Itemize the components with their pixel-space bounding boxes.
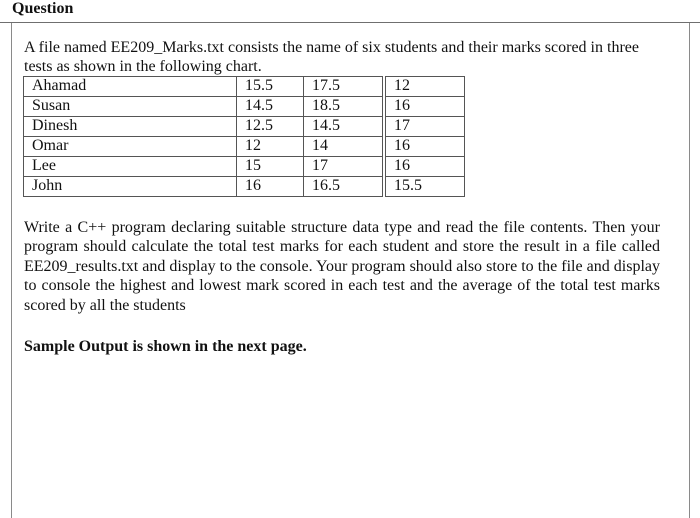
test2-mark-cell: 18.5: [304, 97, 383, 117]
question-header-bar: [0, 0, 700, 23]
sample-output-note: Sample Output is shown in the next page.: [24, 338, 307, 355]
test2-mark-cell: 14: [304, 137, 383, 157]
test2-mark-cell: 16.5: [304, 177, 383, 197]
test1-mark-cell: 15: [237, 157, 304, 177]
test2-mark-cell: 17.5: [304, 77, 383, 97]
table-row: [24, 177, 465, 197]
test3-mark-cell: 16: [386, 97, 465, 117]
test3-mark-cell: 12: [386, 77, 465, 97]
table-row: [24, 77, 465, 97]
intro-paragraph: A file named EE209_Marks.txt consists the name of six students and their marks scored in three tests as shown in the following chart.: [24, 39, 639, 75]
table-row: [24, 117, 465, 137]
instructions-paragraph: Write a C++ program declaring suitable structure data type and read the file contents. Then your program should calculate the total test marks for each student and store the result in a file called EE209_results.txt and display to the console. Your program should also store to the file and display to console the highest and lowest mark scored in each test and the average of the total test marks scored by all the students: [24, 219, 660, 314]
student-name-cell: Lee: [24, 157, 237, 177]
table-row: [24, 157, 465, 177]
table-row: [24, 137, 465, 157]
student-name-cell: Ahamad: [24, 77, 237, 97]
student-name-cell: Dinesh: [24, 117, 237, 137]
test2-mark-cell: 17: [304, 157, 383, 177]
test3-mark-cell: 15.5: [386, 177, 465, 197]
test1-mark-cell: 16: [237, 177, 304, 197]
test3-mark-cell: 16: [386, 157, 465, 177]
student-name-cell: John: [24, 177, 237, 197]
test1-mark-cell: 12: [237, 137, 304, 157]
student-name-cell: Susan: [24, 97, 237, 117]
test1-mark-cell: 12.5: [237, 117, 304, 137]
test3-mark-cell: 17: [386, 117, 465, 137]
test2-mark-cell: 14.5: [304, 117, 383, 137]
question-heading: Question: [12, 0, 74, 17]
test3-mark-cell: 16: [386, 137, 465, 157]
table-row: [24, 97, 465, 117]
marks-table: [23, 76, 465, 197]
test1-mark-cell: 14.5: [237, 97, 304, 117]
test1-mark-cell: 15.5: [237, 77, 304, 97]
student-name-cell: Omar: [24, 137, 237, 157]
